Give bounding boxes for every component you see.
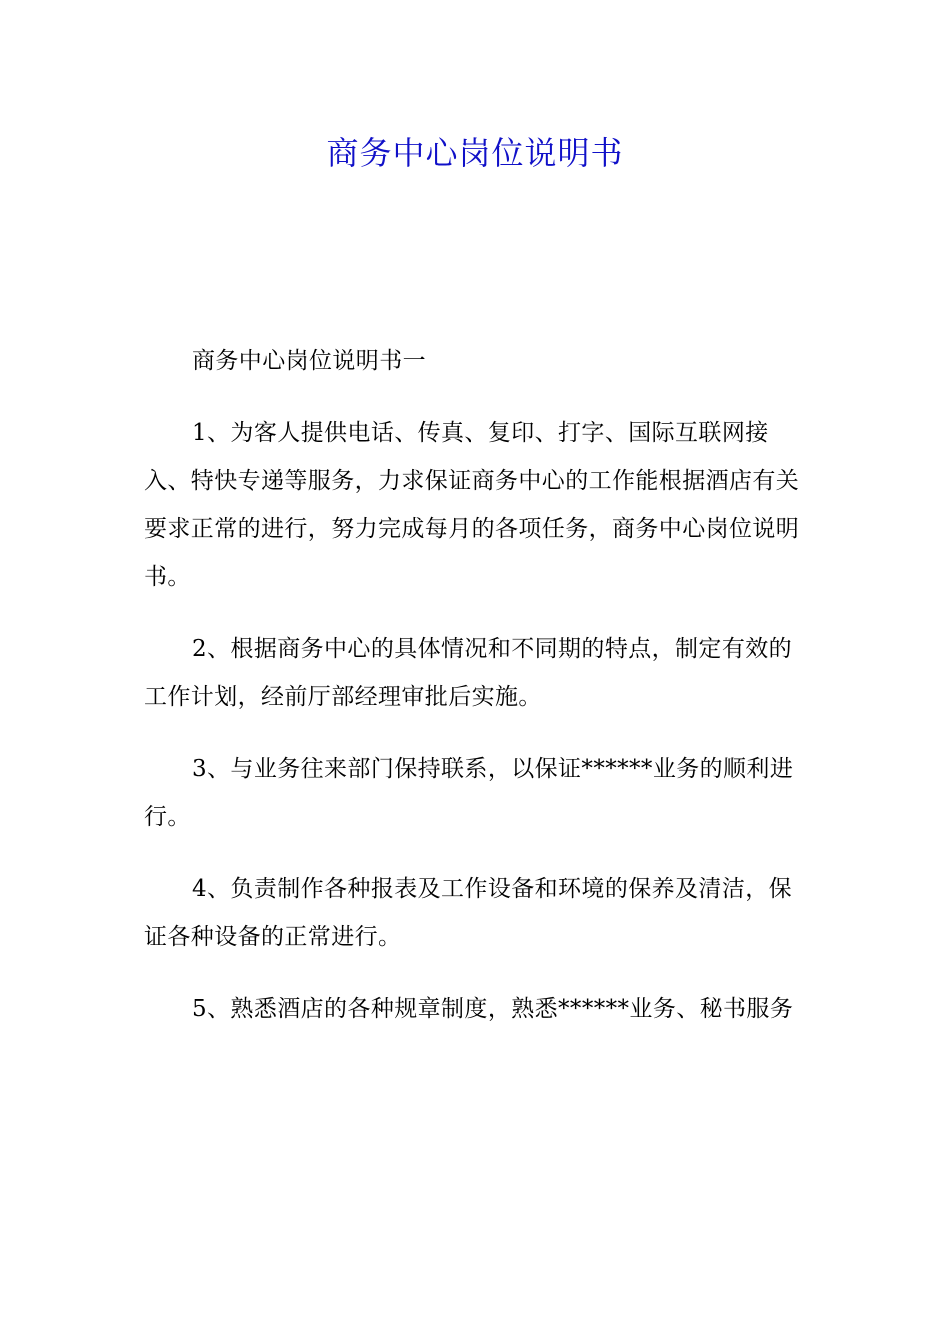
paragraph-5: 5、熟悉酒店的各种规章制度，熟悉******业务、秘书服务 — [192, 996, 794, 1022]
document-title: 商务中心岗位说明书 — [326, 134, 624, 172]
paragraph-1: 1、为客人提供电话、传真、复印、打字、国际互联网接入、特快专递等服务，力求保证商务中心的工作能根据酒店有关要求正常的进行，努力完成每月的各项任务，商务中心岗位说明书。 — [144, 420, 800, 590]
paragraph-4: 4、负责制作各种报表及工作设备和环境的保养及清洁，保证各种设备的正常进行。 — [144, 876, 793, 950]
paragraph-3: 3、与业务往来部门保持联系，以保证******业务的顺利进行。 — [144, 756, 794, 830]
paragraph-2: 2、根据商务中心的具体情况和不同期的特点，制定有效的工作计划，经前厅部经理审批后实施。 — [144, 636, 793, 710]
section-heading: 商务中心岗位说明书一 — [192, 348, 426, 374]
document-body — [144, 337, 812, 1057]
